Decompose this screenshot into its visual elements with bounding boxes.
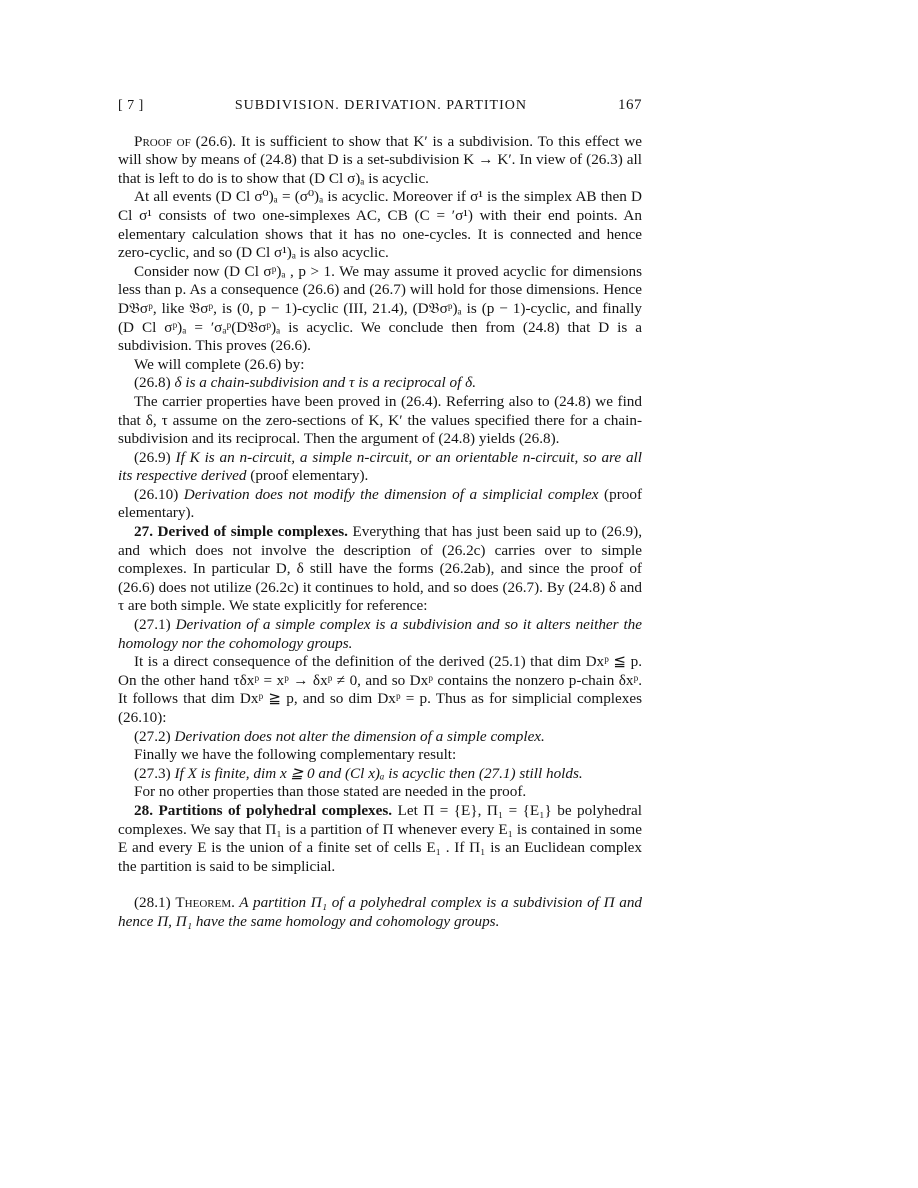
paragraph: Finally we have the following complementary result: bbox=[134, 746, 457, 764]
proof-paragraph: Proof of (26.6). It is sufficient to show that K′ is a subdivision. To this effect we will show by means of (24.8) that D is a set-subdivision K → K′. In view of (26.3) all that is left to do is to show that (D Cl σ)ₐ is acyclic. bbox=[118, 132, 642, 187]
paragraph: The carrier properties have been proved in (26.4). Referring also to (24.8) we find that δ, τ assume on the zero-sections of K, K′ the values specified there for a chain-subdivision and its reciprocal. Then the argument of (24.8) yields (26.8). bbox=[118, 392, 642, 448]
paragraph: For no other properties than those stated are needed in the proof. bbox=[134, 783, 527, 801]
running-title: SUBDIVISION. DERIVATION. PARTITION bbox=[234, 98, 527, 113]
paragraph: We will complete (26.6) by: bbox=[134, 355, 305, 373]
statement-27-2: (27.2) Derivation does not alter the dimension of a simple complex. bbox=[134, 727, 545, 745]
section-heading: 28. Partitions of polyhedral complexes. bbox=[134, 801, 393, 819]
running-header bbox=[118, 96, 642, 116]
section-27: 27. Derived of simple complexes. Everything that has just been said up to (26.9), and which does not involve the description of (26.2c) carries over to simple complexes. In particular D, δ still have the forms (26.2ab), and since the proof of (26.6) does not utilize (26.2c) it continues to hold, and so does (26.7). By (24.8) δ and τ are both simple. We state explicitly for reference: bbox=[118, 523, 642, 615]
paragraph: At all events (D Cl σ⁰)ₐ = (σ⁰)ₐ is acyclic. Moreover if σ¹ is the simplex AB then D Cl σ¹ consists of two one-simplexes AC, CB (C = ′σ¹) with their end points. An elementary calculation shows that it has no one-cycles. It is connected and hence zero-cyclic, and so (D Cl σ¹)ₐ is also acyclic. bbox=[118, 188, 642, 262]
statement-26-10: (26.10) Derivation does not modify the dimension of a simplicial complex (proof elementary). bbox=[118, 485, 642, 522]
statement-26-8: (26.8) δ is a chain-subdivision and τ is a reciprocal of δ. bbox=[134, 374, 476, 392]
page-number: 167 bbox=[618, 97, 642, 113]
section-number: [ 7 ] bbox=[118, 98, 144, 113]
statement-27-3: (27.3) If X is finite, dim x ≧ 0 and (Cl x)ₐ is acyclic then (27.1) still holds. bbox=[134, 764, 583, 782]
paragraph: Consider now (D Cl σᵖ)ₐ , p > 1. We may assume it proved acyclic for dimensions less than p. As a consequence (26.6) and (26.7) will hold for those dimensions. Hence D𝔅σᵖ, like 𝔅σᵖ, is (0, p − 1)-cyclic (III, 21.4), (D𝔅σᵖ)ₐ is (p − 1)-cyclic, and finally (D Cl σᵖ)ₐ = ′σₐᵖ(D𝔅σᵖ)ₐ is acyclic. We conclude then from (24.8) that D is a subdivision. This proves (26.6). bbox=[118, 262, 642, 355]
paragraph: It is a direct consequence of the definition of the derived (25.1) that dim Dxᵖ ≦ p. On the other hand τδxᵖ = xᵖ → δxᵖ ≠ 0, and so Dxᵖ contains the nonzero p-chain δxᵖ. It follows that dim Dxᵖ ≧ p, and so dim Dxᵖ = p. Thus as for simplicial complexes (26.10): bbox=[118, 653, 642, 726]
statement-27-1: (27.1) Derivation of a simple complex is a subdivision and so it alters neither the homology nor the cohomology groups. bbox=[118, 616, 642, 652]
theorem-28-1: (28.1) Theorem. A partition Π₁ of a polyhedral complex is a subdivision of Π and hence Π, Π₁ have the same homology and cohomology groups. bbox=[118, 894, 643, 930]
section-heading: 27. Derived of simple complexes. bbox=[134, 523, 348, 541]
statement-26-9: (26.9) If K is an n-circuit, a simple n-circuit, or an orientable n-circuit, so are all its respective derived (proof elementary). bbox=[118, 448, 642, 485]
page bbox=[118, 96, 642, 932]
section-28: 28. Partitions of polyhedral complexes. Let Π = {E}, Π₁ = {E₁} be polyhedral complexes. We say that Π₁ is a partition of Π whenever every E₁ is contained in some E and every E is the union of a finite set of cells E₁ . If Π₁ is an Euclidean complex the partition is said to be simplicial. bbox=[118, 801, 643, 875]
